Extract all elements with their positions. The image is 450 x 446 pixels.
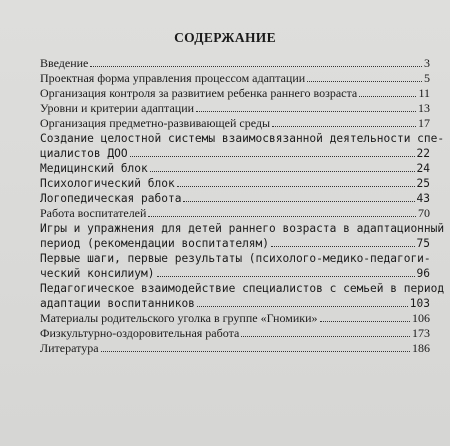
toc-entry-label: Создание целостной системы взаимосвязанной деятельности спе- [40, 132, 445, 145]
toc-leader-dots [241, 336, 410, 337]
toc-entry-label: Организация предметно-развивающей среды [40, 116, 271, 130]
toc-leader-dots [101, 351, 410, 352]
toc-leader-dots [148, 216, 416, 217]
toc-entry-label: Игры и упражнения для детей раннего возраста в адаптационный [40, 222, 445, 235]
toc-entry [40, 176, 430, 191]
toc-entry-label: Работа воспитателей [40, 206, 147, 220]
toc-entry [40, 86, 430, 101]
toc-page-number: 43 [416, 192, 430, 205]
toc-entry-label-continued: период (рекомендации воспитателям) [40, 237, 270, 250]
toc-page-number: 186 [412, 341, 430, 355]
toc-entry-label-continued: циалистов ДОО [40, 147, 128, 160]
toc-page-number: 3 [424, 56, 430, 70]
toc-leader-dots [359, 96, 416, 97]
toc-entry [40, 341, 430, 356]
toc-entry [40, 161, 430, 176]
toc-page-number: 103 [409, 297, 430, 310]
toc-entry [40, 116, 430, 131]
toc-entry [40, 221, 445, 251]
toc-entry-label: Первые шаги, первые результаты (психолого-медико-педагоги- [40, 252, 431, 265]
toc-page-number: 106 [412, 311, 430, 325]
toc-entry-label: Педагогическое взаимодействие специалистов с семьей в период [40, 282, 445, 295]
toc-page-number: 13 [418, 101, 430, 115]
toc-leader-dots [271, 246, 415, 247]
toc-leader-dots [197, 306, 408, 307]
toc-entry-label: Введение [40, 56, 89, 70]
toc-page-number: 24 [416, 162, 430, 175]
toc-page-number: 5 [424, 71, 430, 85]
page-title: СОДЕРЖАНИЕ [174, 30, 276, 45]
toc-page-number: 70 [418, 206, 430, 220]
toc-leader-dots [196, 111, 416, 112]
toc-entry-label: Литература [40, 341, 99, 355]
toc-page-number: 96 [416, 267, 430, 280]
toc-entry [40, 281, 445, 311]
toc-entry [40, 206, 430, 221]
toc-page-number: 75 [416, 237, 430, 250]
toc-entry-label-continued: ческий консилиум) [40, 267, 155, 280]
toc-entry-label: Материалы родительского уголка в группе «Гномики» [40, 311, 318, 325]
toc-entry-label: Организация контроля за развитием ребенка раннего возраста [40, 86, 358, 100]
toc-entry-introduction [40, 56, 430, 71]
toc-entry-label: Психологический блок [40, 177, 175, 190]
toc-leader-dots [157, 276, 415, 277]
toc-leader-dots [130, 156, 415, 157]
toc-entry [40, 131, 445, 161]
toc-leader-dots [307, 81, 422, 82]
toc-entry-label: Уровни и критерии адаптации [40, 101, 195, 115]
toc-page-number: 17 [418, 116, 430, 130]
toc-page-number: 22 [416, 147, 430, 160]
toc-page-number: 25 [416, 177, 430, 190]
toc-entry [40, 101, 430, 116]
toc-leader-dots [272, 126, 416, 127]
toc-entry [40, 191, 430, 206]
toc-entry [40, 311, 430, 326]
toc-leader-dots [320, 321, 410, 322]
toc-entry-label-continued: адаптации воспитанников [40, 297, 195, 310]
toc-entry-label: Проектная форма управления процессом адаптации [40, 71, 306, 85]
toc-entry-label: Медицинский блок [40, 162, 148, 175]
toc-leader-dots [177, 186, 415, 187]
toc-entry [40, 251, 430, 281]
toc-entry-label: Логопедическая работа [40, 192, 182, 205]
toc-leader-dots [90, 66, 422, 67]
toc-page-number: 173 [412, 326, 430, 340]
toc-entry-label: Физкультурно-оздоровительная работа [40, 326, 240, 340]
toc-leader-dots [150, 171, 415, 172]
toc-entry [40, 71, 430, 86]
toc-entry [40, 326, 430, 341]
toc-leader-dots [183, 201, 414, 202]
toc-page-number: 11 [418, 86, 430, 100]
